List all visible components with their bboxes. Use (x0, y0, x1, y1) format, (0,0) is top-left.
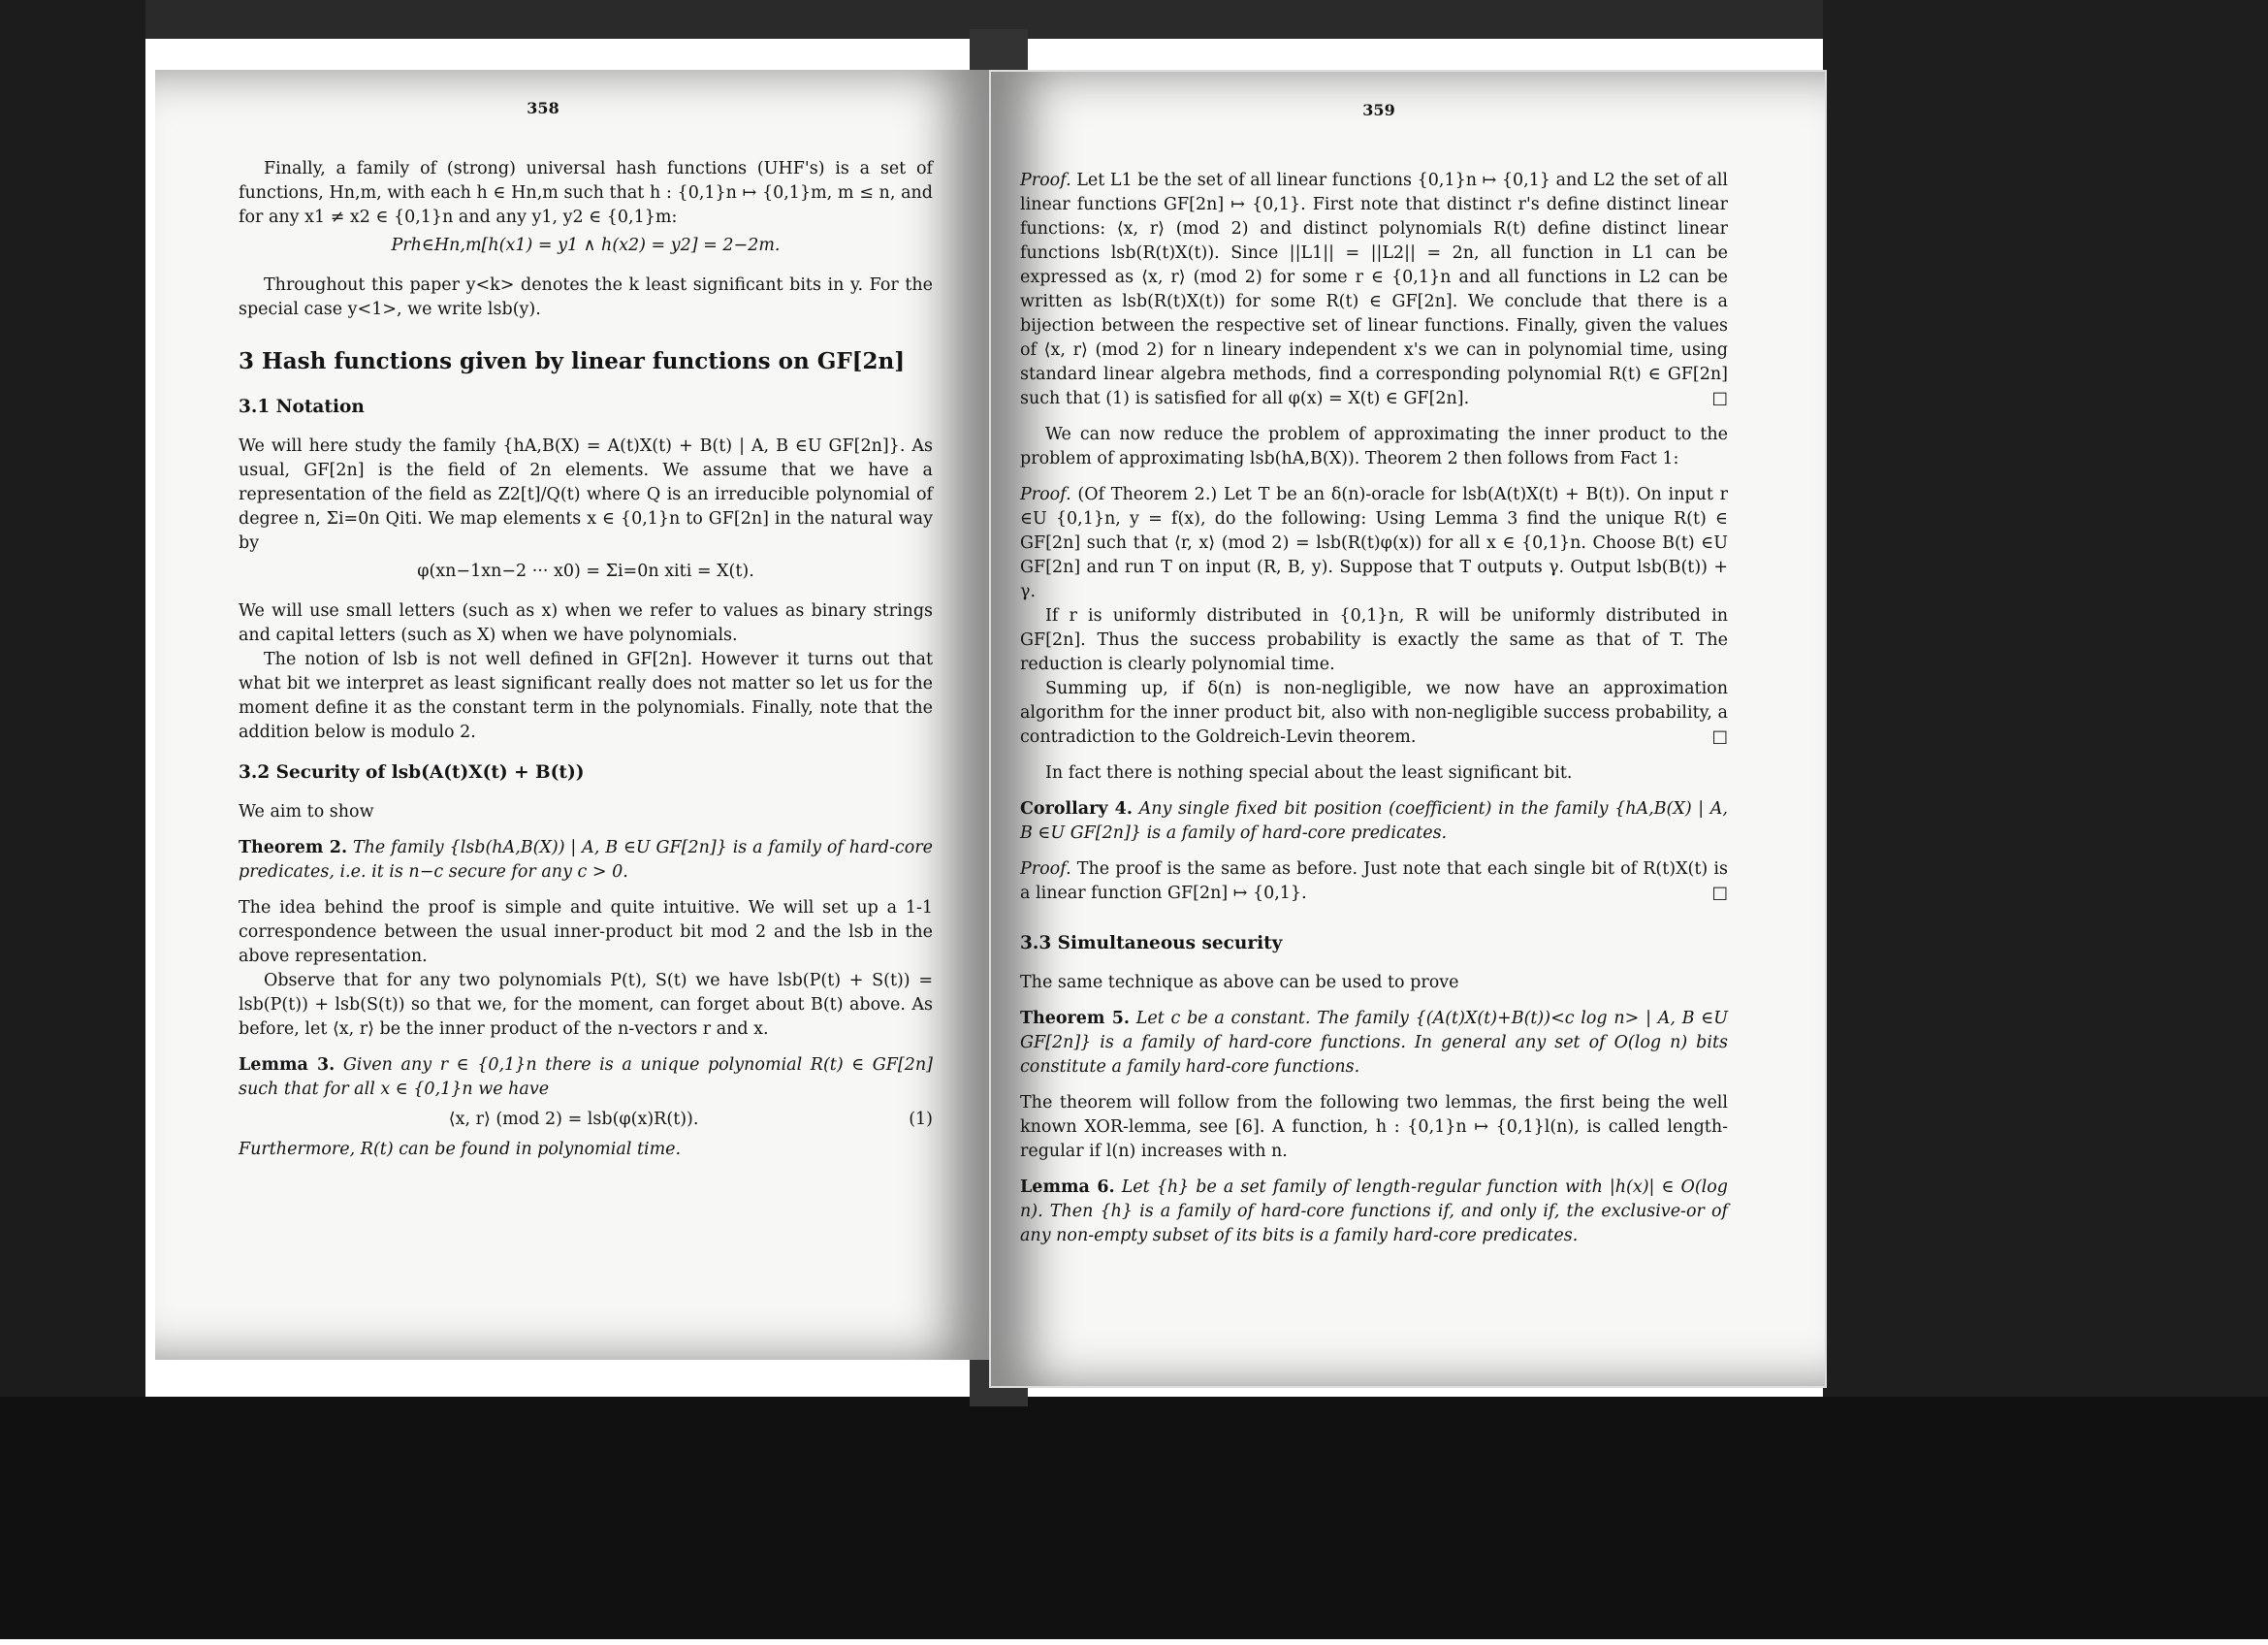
corollary-4 (1020, 797, 1728, 846)
lemma-6-text: Let {h} be a set family of length-regular function with |h(x)| ∈ O(log n). Then {h} is a family of hard-core functions if, and only if, the exclusive-or of any non-empty subset of its bits is a family hard-core predicates. (1020, 1177, 1728, 1245)
lemma-6-label: Lemma 6. (1020, 1177, 1115, 1197)
lemma-3-tail: Furthermore, R(t) can be found in polynomial time. (239, 1140, 682, 1159)
observe-paragraph: Observe that for any two polynomials P(t), S(t) we have lsb(P(t) + S(t)) = lsb(P(t)) + lsb(S(t)) so that we, for the moment, can forget about B(t) above. As before, let ⟨x, r⟩ be the inner product of the n-vectors r and x. (239, 971, 933, 1039)
lsb-paragraph: The notion of lsb is not well defined in GF[2n]. However it turns out that what bit we interpret as least significant really does not matter so let us for the moment define it as the constant term in the polynomials. Finally, note that the addition below is modulo 2. (239, 650, 933, 742)
qed-symbol: □ (1711, 884, 1728, 903)
xor-paragraph: The theorem will follow from the following two lemmas, the first being the well known XOR-lemma, see [6]. A function, h : {0,1}n ↦ {0,1}l(n), is called length-regular if l(n) increases with n. (1020, 1093, 1728, 1161)
qed-symbol: □ (1711, 389, 1728, 408)
proof-theorem-2 (1020, 483, 1728, 604)
right-page (989, 70, 1827, 1388)
lemma-6 (1020, 1176, 1728, 1248)
reduce-paragraph: We can now reduce the problem of approximating the inner product to the problem of approximating lsb(hA,B(X)). Theorem 2 then follows from Fact 1: (1020, 425, 1728, 468)
summing-text: Summing up, if δ(n) is non-negligible, we now have an approximation algorithm for the inner product bit, also with non-negligible success probability, a contradiction to the Goldreich-Levin theorem. (1020, 679, 1728, 747)
lemma-3 (239, 1053, 933, 1102)
scan-background-right (1823, 0, 2268, 1455)
idea-paragraph: The idea behind the proof is simple and quite intuitive. We will set up a 1-1 correspondence between the usual inner-product bit mod 2 and the lsb in the above representation. (239, 898, 933, 966)
uniform-paragraph: If r is uniformly distributed in {0,1}n, R will be uniformly distributed in GF[2n]. Thus the success probability is exactly the same as that of T. The reduction is clearly polynomial time. (1020, 606, 1728, 674)
uhf-paragraph: Finally, a family of (strong) universal hash functions (UHF's) is a set of functions, Hn,m, with each h ∈ Hn,m such that h : {0,1}n ↦ {0,1}m, m ≤ n, and for any x1 ≠ x2 ∈ {0,1}n and any y1, y2 ∈ {0,1}m: (239, 159, 933, 227)
notation-body: We will here study the family {hA,B(X) = A(t)X(t) + B(t) | A, B ∈U GF[2n]}. As usual, GF[2n] is the field of 2n elements. We assume that we have a representation of the field as Z2[t]/Q(t) where Q is an irreducible polynomial of degree n, Σi=0n Qiti. We map elements x ∈ {0,1}n to GF[2n] in the natural way by (239, 436, 933, 553)
proof-text: Let L1 be the set of all linear functions {0,1}n ↦ {0,1} and L2 the set of all linear functions GF[2n] ↦ {0,1}. First note that distinct r's define distinct linear functions: ⟨x, r⟩ (mod 2) and distinct polynomials R(t) define distinct linear functions lsb(R(t)X(t)). Since ||L1|| = ||L2|| = 2n, all function in L1 can be expressed as ⟨x, r⟩ (mod 2) for some r ∈ {0,1}n and all functions in L2 can be written as lsb(R(t)X(t)) for some R(t) ∈ GF[2n]. We conclude that there is a bijection between the respective set of linear functions. Finally, given the values of ⟨x, r⟩ (mod 2) for n lineary independent x's we can in polynomial time, using standard linear algebra methods, find a corresponding polynomial R(t) ∈ GF[2n] such that (1) is satisfied for all φ(x) = X(t) ∈ GF[2n]. (1020, 171, 1728, 408)
lemma-3-text: Given any r ∈ {0,1}n there is a unique polynomial R(t) ∈ GF[2n] such that for all x ∈ {0,1}n we have (239, 1055, 933, 1099)
corollary-4-label: Corollary 4. (1020, 799, 1133, 819)
qed-symbol: □ (1711, 727, 1728, 747)
page-number: 359 (1362, 101, 1395, 119)
notation-paragraph: Throughout this paper y<k> denotes the k least significant bits in y. For the special case y<1>, we write lsb(y). (239, 275, 933, 319)
section-3-title: 3 Hash functions given by linear functions on GF[2n] (239, 348, 906, 374)
proof-label: Proof. (1020, 171, 1071, 190)
left-page-body (239, 157, 933, 1162)
theorem-2 (239, 836, 933, 885)
lemma-3-label: Lemma 3. (239, 1055, 335, 1075)
map-equation: φ(xn−1xn−2 ··· x0) = Σi=0n xiti = X(t). (417, 562, 754, 581)
theorem-5-label: Theorem 5. (1020, 1009, 1130, 1028)
equation-number: (1) (909, 1110, 933, 1129)
proof-text: The proof is the same as before. Just note that each single bit of R(t)X(t) is a linear function GF[2n] ↦ {0,1}. (1020, 859, 1728, 903)
scan-background-bottom (0, 1397, 2268, 1639)
letters-paragraph: We will use small letters (such as x) when we refer to values as binary strings and capital letters (such as X) when we have polynomials. (239, 601, 933, 645)
lemma-3-equation: ⟨x, r⟩ (mod 2) = lsb(φ(x)R(t)). (448, 1110, 699, 1129)
left-page (155, 70, 989, 1360)
proof-corollary-4 (1020, 857, 1728, 906)
right-page-body (1020, 169, 1728, 1248)
proof-lemma-3 (1020, 169, 1728, 411)
corollary-4-text: Any single fixed bit position (coefficient) in the family {hA,B(X) | A, B ∈U GF[2n]} is a family of hard-core predicates. (1020, 799, 1728, 843)
page-number: 358 (527, 99, 559, 117)
lemma-3-equation-row (239, 1108, 933, 1132)
subsection-3-3-title: 3.3 Simultaneous security (1020, 933, 1283, 953)
same-paragraph: The same technique as above can be used to prove (1020, 973, 1459, 992)
aim-paragraph: We aim to show (239, 802, 374, 822)
proof-text: (Of Theorem 2.) Let T be an δ(n)-oracle for lsb(A(t)X(t) + B(t)). On input r ∈U {0,1}n, y = f(x), do the following: Using Lemma 3 find the unique R(t) ∈ GF[2n] such that ⟨r, x⟩ (mod 2) = lsb(R(t)φ(x)) for all x ∈ {0,1}n. Choose B(t) ∈U GF[2n] and run T on input (R, B, y). Suppose that T outputs γ. Output lsb(B(t)) + γ. (1020, 485, 1728, 601)
uhf-equation: Prh∈Hn,m[h(x1) = y1 ∧ h(x2) = y2] = 2−2m. (391, 236, 781, 255)
theorem-5 (1020, 1007, 1728, 1080)
infact-paragraph: In fact there is nothing special about the least significant bit. (1045, 763, 1573, 783)
proof-label: Proof. (1020, 485, 1071, 504)
theorem-5-text: Let c be a constant. The family {(A(t)X(t)+B(t))<c log n> | A, B ∈U GF[2n]} is a family of hard-core functions. In general any set of O(log n) bits constitute a family hard-core functions. (1020, 1009, 1728, 1077)
proof-label: Proof. (1020, 859, 1071, 879)
theorem-2-text: The family {lsb(hA,B(X)) | A, B ∈U GF[2n]} is a family of hard-core predicates, i.e. it is n−c secure for any c > 0. (239, 838, 933, 882)
subsection-3-1-title: 3.1 Notation (239, 397, 365, 417)
subsection-3-2-title: 3.2 Security of lsb(A(t)X(t) + B(t)) (239, 762, 585, 783)
summing-paragraph (1020, 677, 1728, 750)
scan-background-left (0, 0, 145, 1406)
theorem-2-label: Theorem 2. (239, 838, 348, 857)
